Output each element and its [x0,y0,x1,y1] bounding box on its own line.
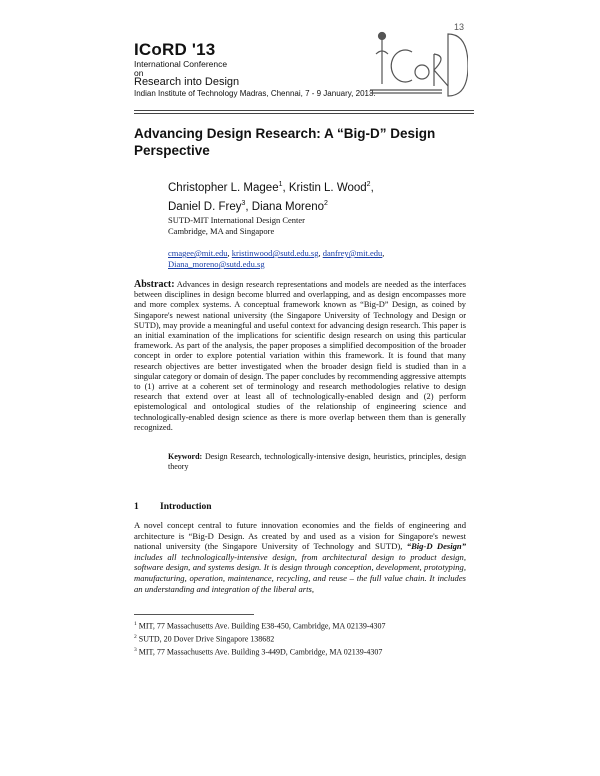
author-affil-mark: 2 [324,199,328,207]
author-affil-mark: 1 [278,181,283,188]
footnote [134,645,464,658]
keywords-label: Keyword: [168,452,203,461]
affiliation [168,215,305,237]
conference-subtitle-1: International Conference [134,59,228,69]
email-link[interactable]: Diana_moreno@sutd.edu.sg [168,259,265,269]
conference-title: ICoRD '13 [134,40,216,59]
section-heading [134,502,212,512]
footnote-text: MIT, 77 Massachusetts Ave. Building 3-449D, Cambridge, MA 02139-4307 [138,647,383,657]
footnotes [134,619,464,658]
header-rule-top [134,110,474,111]
footnote-mark: 2 [134,634,137,641]
footnote-text: SUTD, 20 Dover Drive Singapore 138682 [138,634,275,644]
keywords [168,452,466,472]
abstract-text: Advances in design research representations and models are needed as the interfaces between disciplines in design become blurred and overlapping, and as design encompasses more and more complex systems. A conceptual framework known as “Big-D” Design, as coined by Singapore's newest national university (the Singapore University of Technology and Design or SUTD), may provide a meaningful and useful context for advancing design research. This paper is an initial examination of the implications for scientific design research on using this particular framework. As part of the analysis, the paper proposes a simplified decomposition of the broader concept in order to explore potential variation within this framework. It is found that many research objectives are better investigated when the broader design field is studied than in a singular category or domain of design. The paper concludes by recommending aggressive attempts to (1) arrive at a coherent set of terminology and research methodologies relative to design research that extend over at least all of technologically-enabled design and (2) perform epistemological and ontological studies of the relationship of engineering science and technologically-enabled design science as there is more overlap between them than is generally recognized. [134,280,466,432]
conference-venue: Indian Institute of Technology Madras, Chennai, 7 - 9 January, 2013. [134,89,376,98]
paper-title-line1: Advancing Design Research: A “Big-D” Design [134,126,436,141]
logo-year: 13 [454,22,465,32]
footnote-mark: 3 [134,647,137,654]
footnote-rule [134,614,254,615]
header-rule-bottom [134,113,474,114]
author-affil-mark: 3 [241,199,246,207]
footnote [134,632,464,645]
author-name: Kristin L. Wood [288,181,367,194]
section-body [134,520,466,594]
body-emphasis: “Big-D Design” [406,541,466,552]
affiliation-line1: SUTD-MIT International Design Center [168,215,305,225]
conference-subtitle-2: on [134,68,144,78]
section-title: Introduction [160,502,212,512]
abstract-label: Abstract: [134,279,175,290]
body-paragraph: A novel concept central to future innovation economies and the fields of engineering and architecture is “Big-D Design. As created by and used as a vision for Singapore's newest national university (the Singapore University of Technology and SUTD), [134,520,466,552]
email-link[interactable]: kristinwood@sutd.edu.sg [231,248,319,258]
section-number: 1 [134,502,139,512]
conference-subtitle-3: Research into Design [134,76,240,88]
author-emails: cmagee@mit.edu, kristinwood@sutd.edu.sg, danfrey@mit.edu, Diana_moreno@sutd.edu.sg [168,248,385,269]
icord-logo [368,14,468,110]
abstract [134,280,466,433]
footnote-text: MIT, 77 Massachusetts Ave. Building E38-450, Cambridge, MA 02139-4307 [138,621,386,631]
author-name: Diana Moreno [251,200,325,213]
paper-title [134,125,464,159]
affiliation-line2: Cambridge, MA and Singapore [168,226,275,236]
author-list: Christopher L. Magee$^1$, Kristin L. Wood$^2$, Daniel D. Frey$^3$, Diana Moreno$^2$ [168,181,374,213]
author-name: Christopher L. Magee [168,181,279,194]
footnote-mark: 1 [134,621,137,627]
paper-title-line2: Perspective [134,143,210,158]
author-name: Daniel D. Frey [168,200,242,213]
email-link[interactable]: cmagee@mit.edu [168,248,228,258]
keywords-text: Design Research, technologically-intensive design, heuristics, principles, design theory [168,452,467,471]
author-affil-mark: 2 [366,181,371,188]
body-italic: includes all technologically-intensive design, from architectural design to product design, software design, and systems design. It is design through conception, development, prototyping, manufacturing, operation, maintenance, recycling, and reuse – the full value chain. It includes an understanding and integration of the liberal arts, [134,551,466,594]
email-link[interactable]: danfrey@mit.edu [322,248,383,258]
footnote [134,619,464,632]
